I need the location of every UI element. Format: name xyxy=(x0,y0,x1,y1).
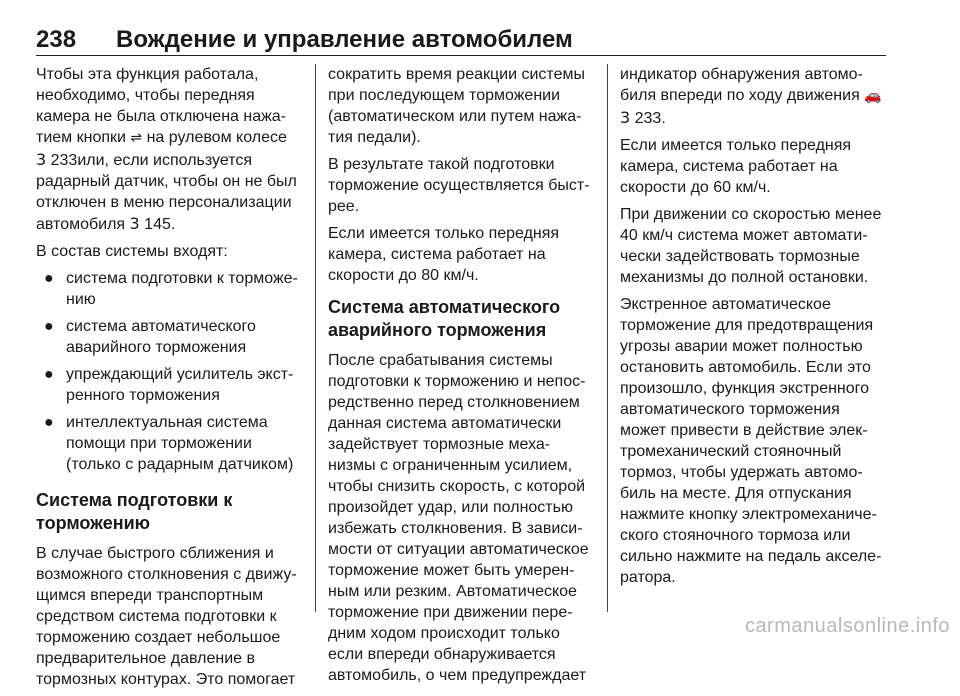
paragraph: После срабатывания системы подготовки к торможению и непос- редственно перед столкновением данная система автоматически задействует тормозные меха- низмы с ограниченным усилием, чтобы снизить скорость, с которой произойдет удар, или полностью избежать столкновения. В зависи- мости от ситуации автоматическое торможение может быть умерен- ным или резким. Автоматическое торможение при движении пере- дним ходом происходит только если впереди обнаруживается автомобиль, о чем предупреждает xyxy=(328,352,589,684)
paragraph: Если имеется только передняя камера, система работает на скорости до 80 км/ч. xyxy=(328,225,560,284)
text-run: индикатор обнаружения автомо- биля впереди по ходу движения xyxy=(620,66,863,104)
paragraph xyxy=(36,64,304,235)
paragraph: В состав системы входят: xyxy=(36,243,228,260)
page-header xyxy=(36,26,886,54)
page-ref-icon: 3 xyxy=(36,150,47,169)
watermark: carmanualsonline.info xyxy=(744,615,950,637)
text-run: Чтобы эта функция работала, необходимо, чтобы передняя камера не была отключена нажа- тием кнопки xyxy=(36,66,287,146)
column-2 xyxy=(328,64,596,692)
list-item-text: интеллектуальная система помощи при торможении (только с радарным датчиком) xyxy=(66,414,294,473)
list-item xyxy=(36,364,304,406)
list-item-text: упреждающий усилитель экст- ренного торможения xyxy=(66,366,294,404)
header-divider xyxy=(36,55,886,56)
section-heading: Система автоматического аварийного торможения xyxy=(328,297,561,340)
column-divider-2 xyxy=(607,64,608,612)
bullet-icon: ● xyxy=(44,366,54,383)
paragraph: Экстренное автоматическое торможение для предотвращения угрозы аварии может полностью остановить автомобиль. Если это произошло, функция экстренного автоматического торможения может привести в действие элек- тромеханический стояночный тормоз, чтобы удержать автомо- биль на месте. Для отпускания нажмите кнопку электромеханиче- ского стояночного тормоза или сильно нажмите на педаль акселе- ратора. xyxy=(620,296,882,586)
paragraph xyxy=(620,64,888,129)
column-3 xyxy=(620,64,888,594)
text-run: 145. xyxy=(139,216,176,233)
paragraph: При движении со скоростью менее 40 км/ч система может автомати- чески задействовать тормозные механизмы до полной остановки. xyxy=(620,206,882,286)
page-number: 238 xyxy=(36,26,77,53)
page-title: Вождение и управление автомобилем xyxy=(116,26,573,53)
paragraph: В результате такой подготовки торможение осуществляется быст- рее. xyxy=(328,156,590,215)
system-components-list xyxy=(36,268,304,475)
bullet-icon: ● xyxy=(44,270,54,287)
list-item xyxy=(36,316,304,358)
text-run: 233или, если используется радарный датчик, чтобы он не был отключен в меню персонализации автомобиля xyxy=(36,152,297,233)
vehicle-ahead-icon: 🚗 xyxy=(864,88,882,104)
paragraph: В случае быстрого сближения и возможного столкновения с движу- щимся впереди транспортным средством система подготовки к торможению создает небольшое предварительное давление в тормозных контурах. Это помогает xyxy=(36,545,297,688)
page-ref-icon: 3 xyxy=(620,108,631,127)
list-item xyxy=(36,412,304,475)
text-run: 233. xyxy=(630,110,666,127)
bullet-icon: ● xyxy=(44,318,54,335)
list-item-text: система подготовки к торможе- нию xyxy=(66,270,298,308)
text-run: на рулевом колесе xyxy=(146,129,287,146)
section-heading: Система подготовки к торможению xyxy=(36,490,233,533)
bullet-icon: ● xyxy=(44,414,54,431)
paragraph: Если имеется только передняя камера, система работает на скорости до 60 км/ч. xyxy=(620,137,852,196)
list-item xyxy=(36,268,304,310)
paragraph: сократить время реакции системы при последующем торможении (автоматическом или путем нажа- тия педали). xyxy=(328,66,585,146)
column-divider-1 xyxy=(315,64,316,612)
list-item-text: система автоматического аварийного торможения xyxy=(66,318,256,356)
lane-assist-button-icon: ⇌ xyxy=(130,130,143,146)
column-1 xyxy=(36,64,304,696)
page-ref-icon: 3 xyxy=(129,214,140,233)
